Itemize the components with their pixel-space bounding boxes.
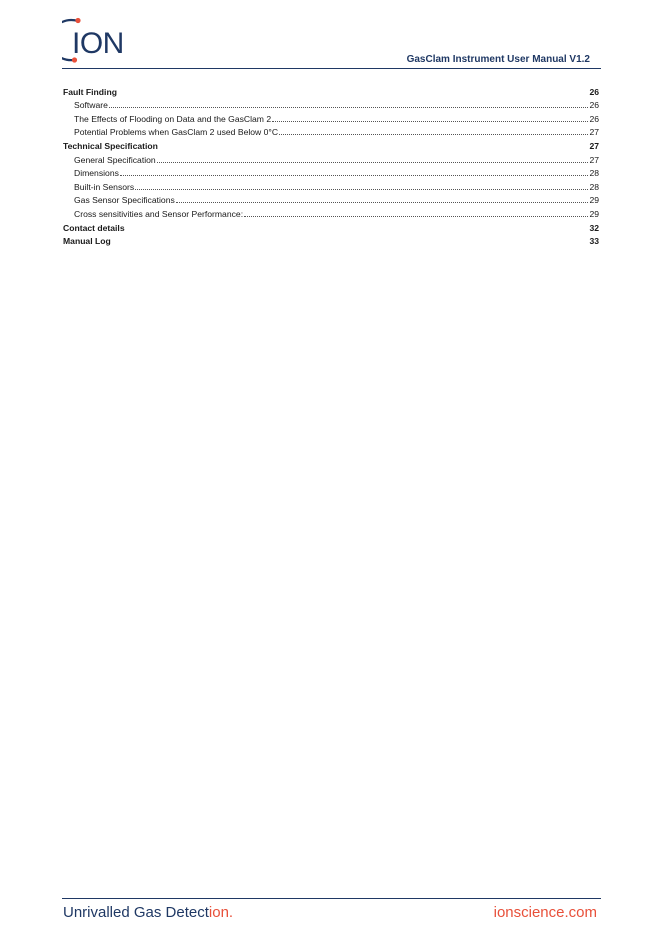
toc-entry-page: 33 <box>589 236 599 247</box>
toc-entry[interactable] <box>63 193 599 207</box>
toc-entry-page: 27 <box>589 127 599 138</box>
toc-leader-dots <box>176 202 589 203</box>
toc-entry-title: General Specification <box>74 154 156 165</box>
toc-entry[interactable] <box>63 179 599 193</box>
toc-entry-page: 29 <box>589 208 599 219</box>
toc-entry-title: Cross sensitivities and Sensor Performance: <box>74 208 244 219</box>
toc-entry-page: 26 <box>589 100 599 111</box>
toc-entry[interactable] <box>63 234 599 248</box>
toc-entry-title: Fault Finding <box>63 86 117 97</box>
toc-entry[interactable] <box>63 152 599 166</box>
toc-entry-title: Dimensions <box>74 168 119 179</box>
toc-entry-page: 28 <box>589 181 599 192</box>
toc-leader-dots <box>244 216 588 217</box>
toc-entry[interactable] <box>63 138 599 152</box>
toc-entry-page: 27 <box>589 140 599 151</box>
footer-divider <box>62 898 601 899</box>
toc-entry-title: Potential Problems when GasClam 2 used Below 0°C <box>74 127 279 138</box>
toc-entry-title: Manual Log <box>63 236 111 247</box>
toc-entry-title: Built-in Sensors <box>74 181 135 192</box>
toc-entry-page: 32 <box>589 222 599 233</box>
toc-leader-dots <box>279 134 588 135</box>
toc-entry-title: Technical Specification <box>63 140 158 151</box>
toc-entry[interactable] <box>63 220 599 234</box>
toc-entry-title: The Effects of Flooding on Data and the GasClam 2 <box>74 113 272 124</box>
toc-leader-dots <box>109 107 589 108</box>
toc-entry[interactable] <box>63 111 599 125</box>
toc-leader-dots <box>135 189 588 190</box>
logo-text: ION <box>72 27 124 60</box>
toc-entry[interactable] <box>63 84 599 98</box>
header-divider <box>62 68 601 69</box>
toc-entry[interactable] <box>63 166 599 180</box>
toc-entry[interactable] <box>63 206 599 220</box>
table-of-contents <box>63 84 599 247</box>
tagline-main: Unrivalled Gas Detect <box>63 904 209 921</box>
toc-entry-page: 28 <box>589 168 599 179</box>
document-title: GasClam Instrument User Manual V1.2 <box>406 54 590 65</box>
toc-entry[interactable] <box>63 98 599 112</box>
toc-leader-dots <box>272 121 588 122</box>
toc-entry-page: 29 <box>589 195 599 206</box>
ion-logo <box>62 16 132 64</box>
footer-website-link[interactable]: ionscience.com <box>493 904 597 921</box>
toc-leader-dots <box>157 162 589 163</box>
tagline-accent: ion. <box>208 904 234 921</box>
toc-entry[interactable] <box>63 125 599 139</box>
toc-entry-title: Contact details <box>63 222 125 233</box>
toc-entry-page: 27 <box>589 154 599 165</box>
toc-leader-dots <box>120 175 589 176</box>
toc-entry-title: Software <box>74 100 108 111</box>
toc-entry-page: 26 <box>589 86 599 97</box>
footer-tagline <box>63 904 233 921</box>
toc-entry-title: Gas Sensor Specifications <box>74 195 175 206</box>
toc-entry-page: 26 <box>589 113 599 124</box>
